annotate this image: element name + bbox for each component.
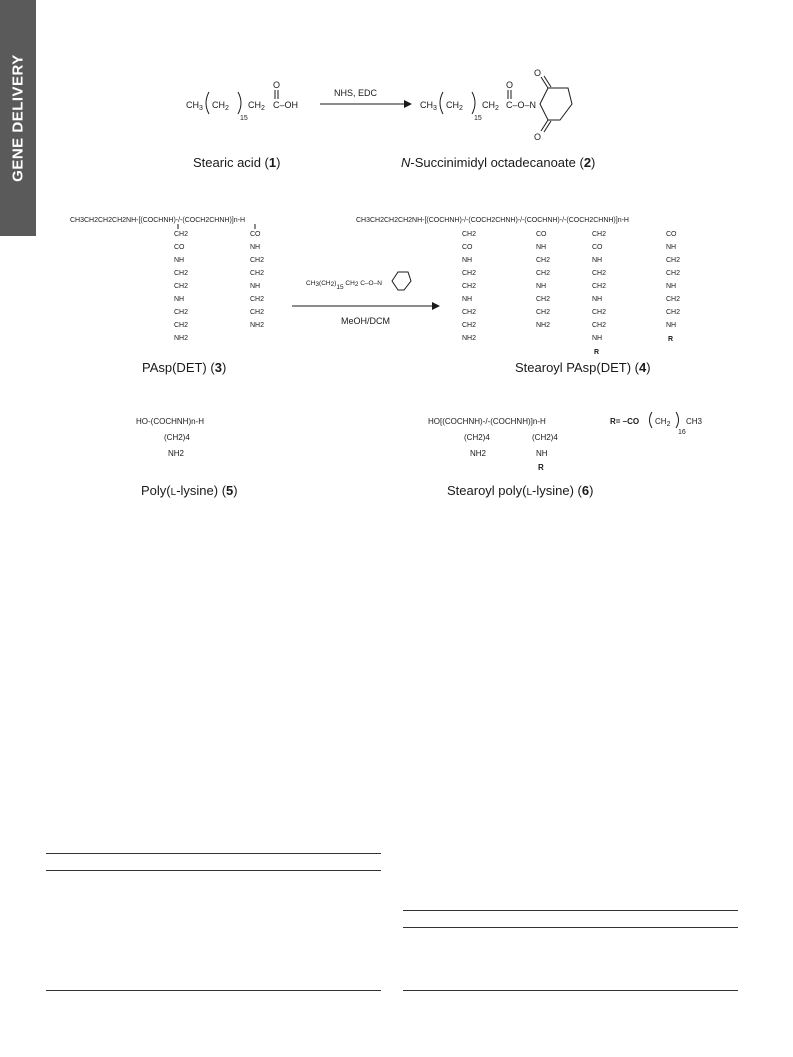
svg-text:NH2: NH2 (536, 322, 551, 329)
svg-text:CO: CO (592, 244, 603, 251)
svg-text:(CH2)4: (CH2)4 (464, 433, 490, 442)
ester-linkage: C–O–N (506, 100, 537, 110)
table-left-bottom-rule (46, 990, 381, 991)
svg-text:15: 15 (474, 115, 482, 122)
svg-text:R: R (668, 336, 674, 343)
r-ch2-repeat: CH2 (655, 417, 671, 428)
svg-text:CH2: CH2 (174, 309, 189, 316)
section-tab-label: GENE DELIVERY (9, 54, 27, 182)
svg-text:CO: CO (666, 231, 677, 238)
svg-text:NH: NH (536, 449, 548, 458)
svg-text:NH: NH (250, 244, 261, 251)
reaction2-solvent: MeOH/DCM (341, 316, 390, 326)
bracket-right (238, 92, 241, 114)
svg-text:CO: CO (250, 231, 261, 238)
svg-text:NH2: NH2 (168, 449, 185, 458)
svg-text:NH: NH (536, 283, 547, 290)
ester-ch2-repeat: $CH_2$ (446, 100, 463, 112)
caption-nhs-ester: N-Succinimidyl octadecanoate (2) (401, 155, 596, 170)
reaction1-arrow (320, 88, 412, 108)
table-right-header-rule (403, 927, 738, 928)
svg-text:CH2: CH2 (462, 283, 477, 290)
svg-text:CO: CO (174, 244, 185, 251)
svg-text:CH2: CH2 (536, 309, 551, 316)
nhs-ester-structure (420, 68, 572, 142)
ester-ch3: $CH_3$ (420, 100, 437, 112)
svg-text:CH2: CH2 (592, 270, 607, 277)
svg-text:NH: NH (462, 296, 473, 303)
svg-text:CH2: CH2 (592, 231, 607, 238)
svg-text:(CH2)4: (CH2)4 (164, 433, 190, 442)
r-group-definition: R= –CO (610, 417, 640, 426)
stearoyl-pasp-backbone: CH3CH2CH2CH2NH-[(COCHNH)-/-(COCH2CHNH)-/-(COCHNH)-/-(COCH2CHNH)]n-H (356, 217, 629, 224)
svg-text:R: R (594, 349, 600, 356)
svg-text:CH2: CH2 (536, 270, 551, 277)
svg-text:CH2: CH2 (250, 296, 265, 303)
svg-text:CH2: CH2 (592, 309, 607, 316)
svg-text:NH: NH (592, 257, 603, 264)
svg-text:CH2: CH2 (536, 257, 551, 264)
svg-text:CH2: CH2 (462, 309, 477, 316)
svg-text:O: O (506, 80, 514, 90)
caption-stearic-acid: Stearic acid (1) (193, 155, 281, 170)
svg-text:NH2: NH2 (174, 335, 189, 342)
table-right-bottom-rule (403, 990, 738, 991)
svg-text:CH2: CH2 (250, 309, 265, 316)
svg-text:CH2: CH2 (174, 231, 189, 238)
svg-text:CO: CO (536, 231, 547, 238)
svg-text:NH: NH (174, 257, 185, 264)
svg-text:CH2: CH2 (536, 296, 551, 303)
svg-text:NH: NH (592, 335, 603, 342)
caption-stearoyl-pasp-det: Stearoyl PAsp(DET) (4) (515, 360, 651, 375)
svg-text:CO: CO (462, 244, 473, 251)
caption-poly-lysine: Poly(L-lysine) (5) (141, 483, 238, 498)
svg-text:CH2: CH2 (250, 257, 265, 264)
svg-text:O: O (534, 132, 542, 142)
stearoyl-polylysine-backbone: HO[(COCHNH)-/-(COCHNH)]n-H (428, 417, 546, 426)
pasp-backbone: CH3CH2CH2CH2NH-[(COCHNH)-/-(COCH2CHNH)]n-H (70, 217, 245, 224)
stearic-ch2-repeat: $CH_2$ (212, 100, 229, 112)
table-right-top-rule (403, 910, 738, 911)
svg-text:NH: NH (666, 322, 677, 329)
stearic-ch3: $CH_3$ (186, 100, 203, 112)
repeat-count-15: 15 (240, 115, 248, 122)
svg-text:NH: NH (592, 296, 603, 303)
caption-stearoyl-poly-lysine: Stearoyl poly(L-lysine) (6) (447, 483, 594, 498)
svg-text:NH: NH (250, 283, 261, 290)
svg-text:CH2: CH2 (592, 283, 607, 290)
svg-text:NH: NH (666, 283, 677, 290)
svg-text:CH2: CH2 (462, 231, 477, 238)
bracket-left (206, 92, 209, 114)
svg-text:CH2: CH2 (666, 257, 681, 264)
carbonyl-o: O (273, 80, 281, 90)
svg-text:R: R (538, 463, 544, 472)
stearoyl-pasp-det-structure (356, 217, 680, 356)
poly-lysine-structure (136, 417, 204, 458)
svg-text:NH: NH (174, 296, 185, 303)
svg-text:CH2: CH2 (666, 309, 681, 316)
stearic-cooh: C–OH (273, 100, 299, 110)
stearoyl-poly-lysine-structure (428, 412, 703, 472)
svg-text:O: O (534, 68, 542, 78)
svg-text:NH2: NH2 (462, 335, 477, 342)
succinimide-ring (540, 88, 572, 120)
svg-text:CH2: CH2 (174, 283, 189, 290)
svg-text:CH2: CH2 (666, 270, 681, 277)
stearic-acid-structure (186, 80, 298, 122)
caption-pasp-det: PAsp(DET) (3) (142, 360, 227, 375)
reaction1-reagents: NHS, EDC (334, 88, 378, 98)
table-left-header-rule (46, 870, 381, 871)
reaction2-arrow (292, 272, 440, 326)
stearic-ch2: $CH_2$ (248, 100, 265, 112)
svg-text:CH2: CH2 (592, 322, 607, 329)
svg-text:NH: NH (462, 257, 473, 264)
svg-text:CH2: CH2 (462, 270, 477, 277)
pasp-det-structure (70, 217, 264, 342)
svg-text:CH2: CH2 (250, 270, 265, 277)
table-left-top-rule (46, 853, 381, 854)
svg-text:NH: NH (666, 244, 677, 251)
svg-text:NH: NH (536, 244, 547, 251)
ester-ch2: $CH_2$ (482, 100, 499, 112)
polylysine-backbone: HO-(COCHNH)n-H (136, 417, 204, 426)
reagent-nhs-ester: CH3(CH2)15 CH2 C–O–N (306, 280, 382, 291)
svg-text:CH2: CH2 (174, 270, 189, 277)
svg-text:(CH2)4: (CH2)4 (532, 433, 558, 442)
svg-text:NH2: NH2 (470, 449, 487, 458)
svg-text:CH3: CH3 (686, 417, 703, 426)
svg-text:CH2: CH2 (666, 296, 681, 303)
svg-text:CH2: CH2 (174, 322, 189, 329)
svg-text:16: 16 (678, 429, 686, 436)
svg-text:CH2: CH2 (462, 322, 477, 329)
svg-text:NH2: NH2 (250, 322, 265, 329)
